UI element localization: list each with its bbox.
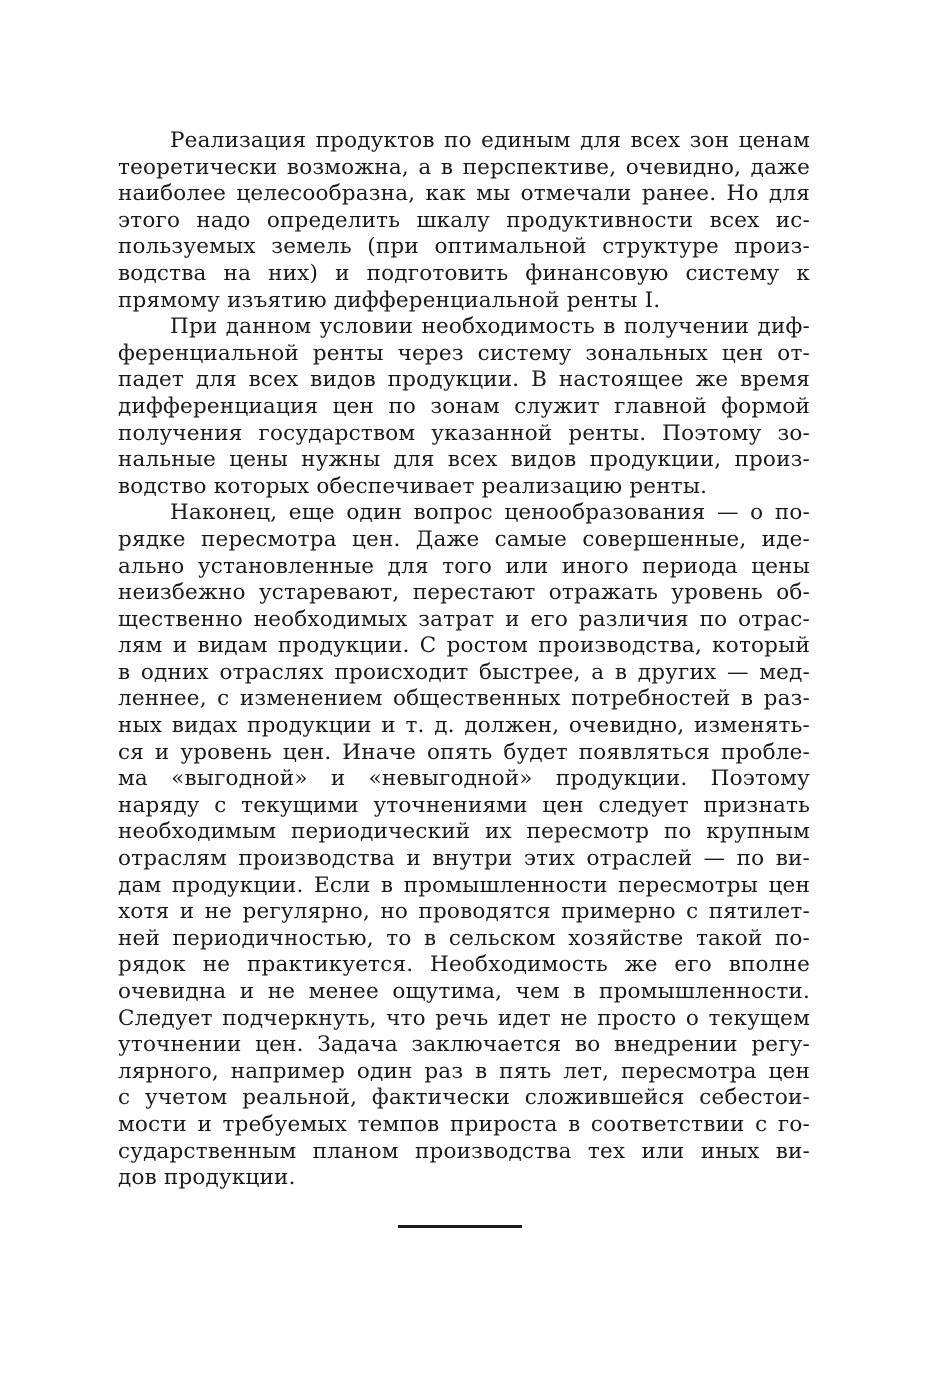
- paragraph-1: [118, 128, 810, 314]
- text-line: с учетом реальной, фактически сложившейся себестои-: [118, 1085, 810, 1111]
- paragraph-2: [118, 314, 810, 500]
- text-line: ся и уровень цен. Иначе опять будет появляться пробле-: [118, 739, 810, 765]
- text-line: ма «выгодной» и «невыгодной» продукции. Поэтому: [118, 766, 810, 792]
- text-line: в одних отраслях происходит быстрее, а в других — мед-: [118, 659, 810, 685]
- paragraph-3: [118, 500, 810, 1191]
- section-end-rule: [398, 1225, 522, 1228]
- text-line: рядок не практикуется. Необходимость же его вполне: [118, 952, 810, 978]
- text-line: получения государством указанной ренты. Поэтому зо-: [118, 420, 810, 446]
- text-line: ально установленные для того или иного периода цены: [118, 553, 810, 579]
- text-line: дам продукции. Если в промышленности пересмотры цен: [118, 872, 810, 898]
- text-line: нальные цены нужны для всех видов продукции, произ-: [118, 447, 810, 473]
- text-line: водства на них) и подготовить финансовую систему к: [118, 260, 810, 286]
- text-line: неизбежно устаревают, перестают отражать уровень об-: [118, 580, 810, 606]
- text-line: хотя и не регулярно, но проводятся примерно с пятилет-: [118, 899, 810, 925]
- text-line: уточнении цен. Задача заключается во внедрении регу-: [118, 1032, 810, 1058]
- text-line: пользуемых земель (при оптимальной структуре произ-: [118, 234, 810, 260]
- text-line: сударственным планом производства тех или иных ви-: [118, 1138, 810, 1164]
- text-line: Следует подчеркнуть, что речь идет не просто о текущем: [118, 1005, 810, 1031]
- text-line: ференциальной ренты через систему зональных цен от-: [118, 340, 810, 366]
- text-line: дов продукции.: [118, 1165, 296, 1191]
- text-line: теоретически возможна, а в перспективе, очевидно, даже: [118, 154, 810, 180]
- text-line: рядке пересмотра цен. Даже самые совершенные, иде-: [118, 526, 810, 552]
- text-line: наиболее целесообразна, как мы отмечали ранее. Но для: [118, 181, 810, 207]
- text-line: дифференциация цен по зонам служит главной формой: [118, 393, 810, 419]
- text-line: щественно необходимых затрат и его различия по отрас-: [118, 606, 810, 632]
- text-line: Реализация продуктов по единым для всех зон ценам: [170, 128, 810, 153]
- text-line: лярного, например один раз в пять лет, пересмотра цен: [118, 1058, 810, 1084]
- text-line: лям и видам продукции. С ростом производства, который: [118, 633, 810, 659]
- text-line: леннее, с изменением общественных потребностей в раз-: [118, 686, 810, 712]
- text-line: прямому изъятию дифференциальной ренты I.: [118, 287, 661, 313]
- text-line: ных видах продукции и т. д. должен, очевидно, изменять-: [118, 713, 810, 739]
- text-line: мости и требуемых темпов прироста в соответствии с го-: [118, 1111, 810, 1137]
- text-line: Наконец, еще один вопрос ценообразования — о по-: [170, 500, 810, 526]
- text-line: ней периодичностью, то в сельском хозяйстве такой по-: [118, 925, 810, 951]
- text-line: необходимым периодический их пересмотр по крупным: [118, 819, 810, 845]
- text-line: падет для всех видов продукции. В настоящее же время: [118, 367, 810, 393]
- text-line: очевидна и не менее ощутима, чем в промышленности.: [118, 979, 810, 1004]
- text-line: наряду с текущими уточнениями цен следует признать: [118, 792, 810, 818]
- text-line: отраслям производства и внутри этих отраслей — по ви-: [118, 846, 810, 872]
- text-line: этого надо определить шкалу продуктивности всех ис-: [118, 207, 810, 233]
- body-text: [118, 128, 810, 1192]
- text-line: При данном условии необходимость в получении диф-: [170, 314, 810, 340]
- text-line: водство которых обеспечивает реализацию ренты.: [118, 473, 708, 499]
